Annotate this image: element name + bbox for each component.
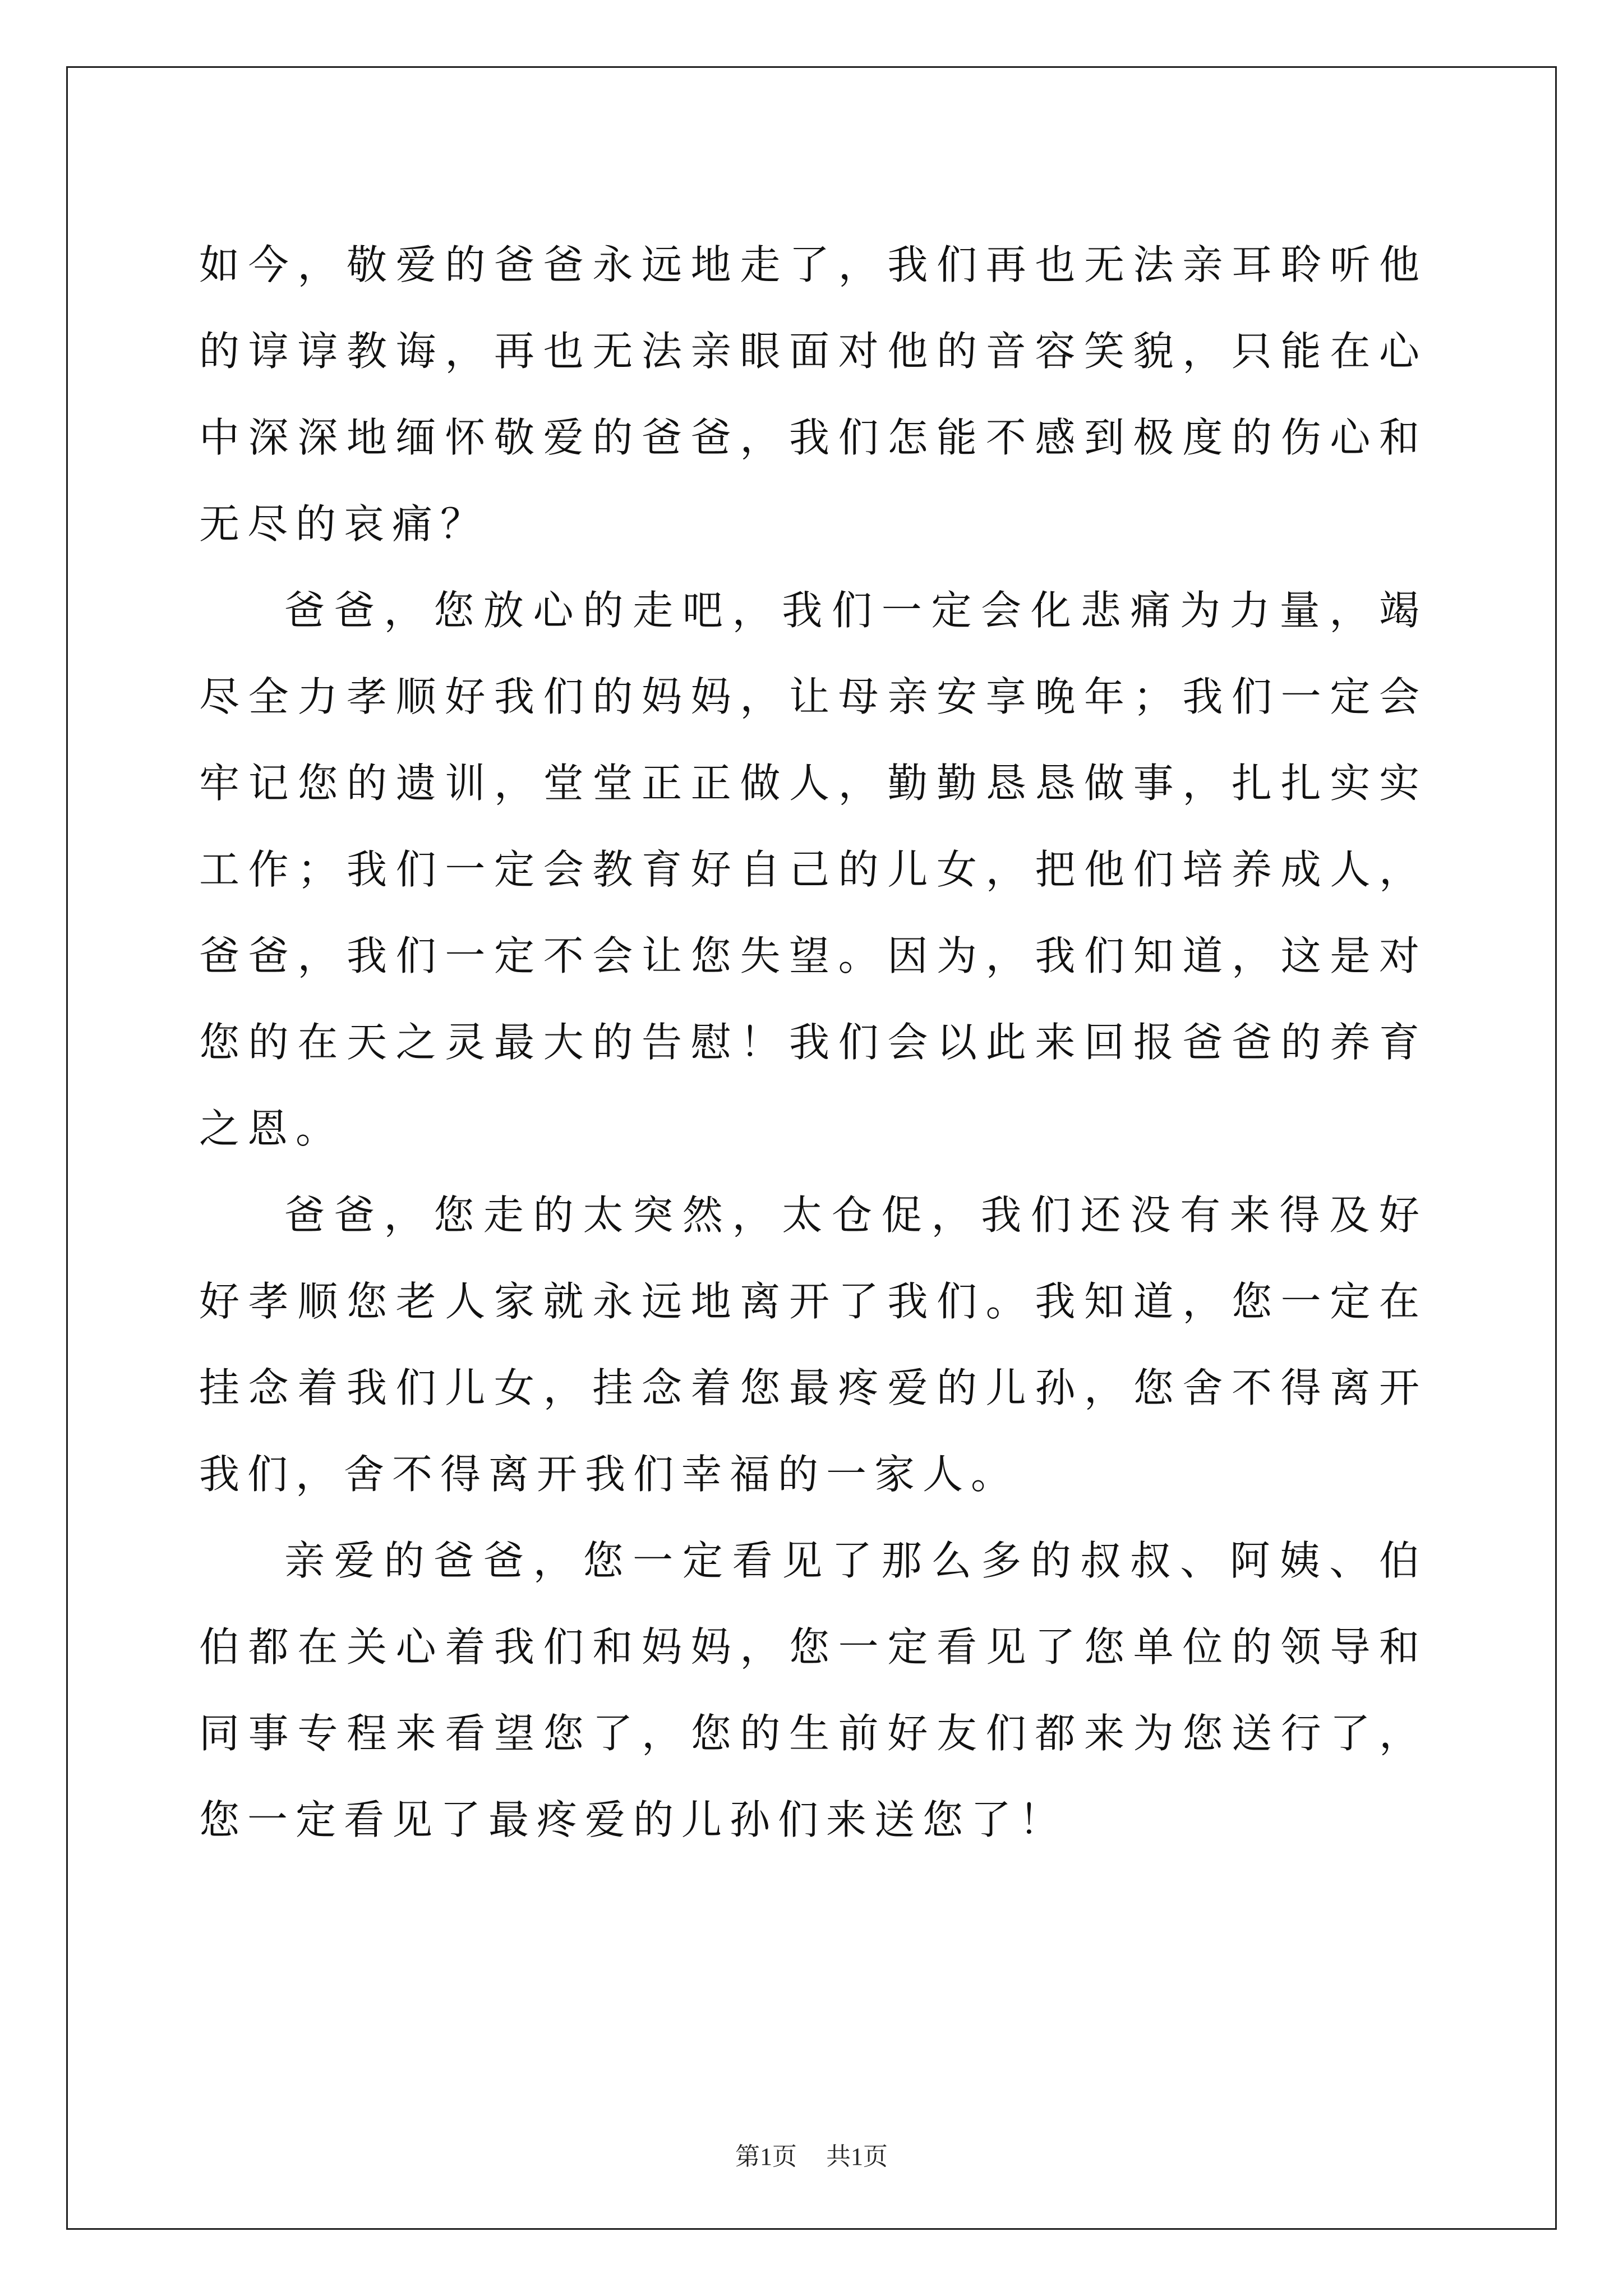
- page-total: 共1页: [826, 2143, 888, 2170]
- document-body: [199, 222, 1427, 1863]
- paragraph-3: 爸爸，您走的太突然，太仓促，我们还没有来得及好好孝顺您老人家就永远地离开了我们。我知道，您一定在挂念着我们儿女，挂念着您最疼爱的儿孙，您舍不得离开我们，舍不得离开我们幸福的一家人。: [199, 1191, 1427, 1498]
- page-number: 第1页: [735, 2143, 797, 2170]
- paragraph-4: 亲爱的爸爸，您一定看见了那么多的叔叔、阿姨、伯伯都在关心着我们和妈妈，您一定看见了您单位的领导和同事专程来看望您了，您的生前好友们都来为您送行了，您一定看见了最疼爱的儿孙们来送您了！: [199, 1537, 1427, 1843]
- paragraph-2: 爸爸，您放心的走吧，我们一定会化悲痛为力量，竭尽全力孝顺好我们的妈妈，让母亲安享晚年；我们一定会牢记您的遗训，堂堂正正做人，勤勤恳恳做事，扎扎实实工作；我们一定会教育好自己的儿女，把他们培养成人，爸爸，我们一定不会让您失望。因为，我们知道，这是对您的在天之灵最大的告慰！我们会以此来回报爸爸的养育之恩。: [199, 587, 1427, 1152]
- paragraph-1: 如今，敬爱的爸爸永远地走了，我们再也无法亲耳聆听他的谆谆教诲，再也无法亲眼面对他的音容笑貌，只能在心中深深地缅怀敬爱的爸爸，我们怎能不感到极度的伤心和无尽的哀痛？: [199, 241, 1427, 547]
- page-footer: [0, 2140, 1623, 2174]
